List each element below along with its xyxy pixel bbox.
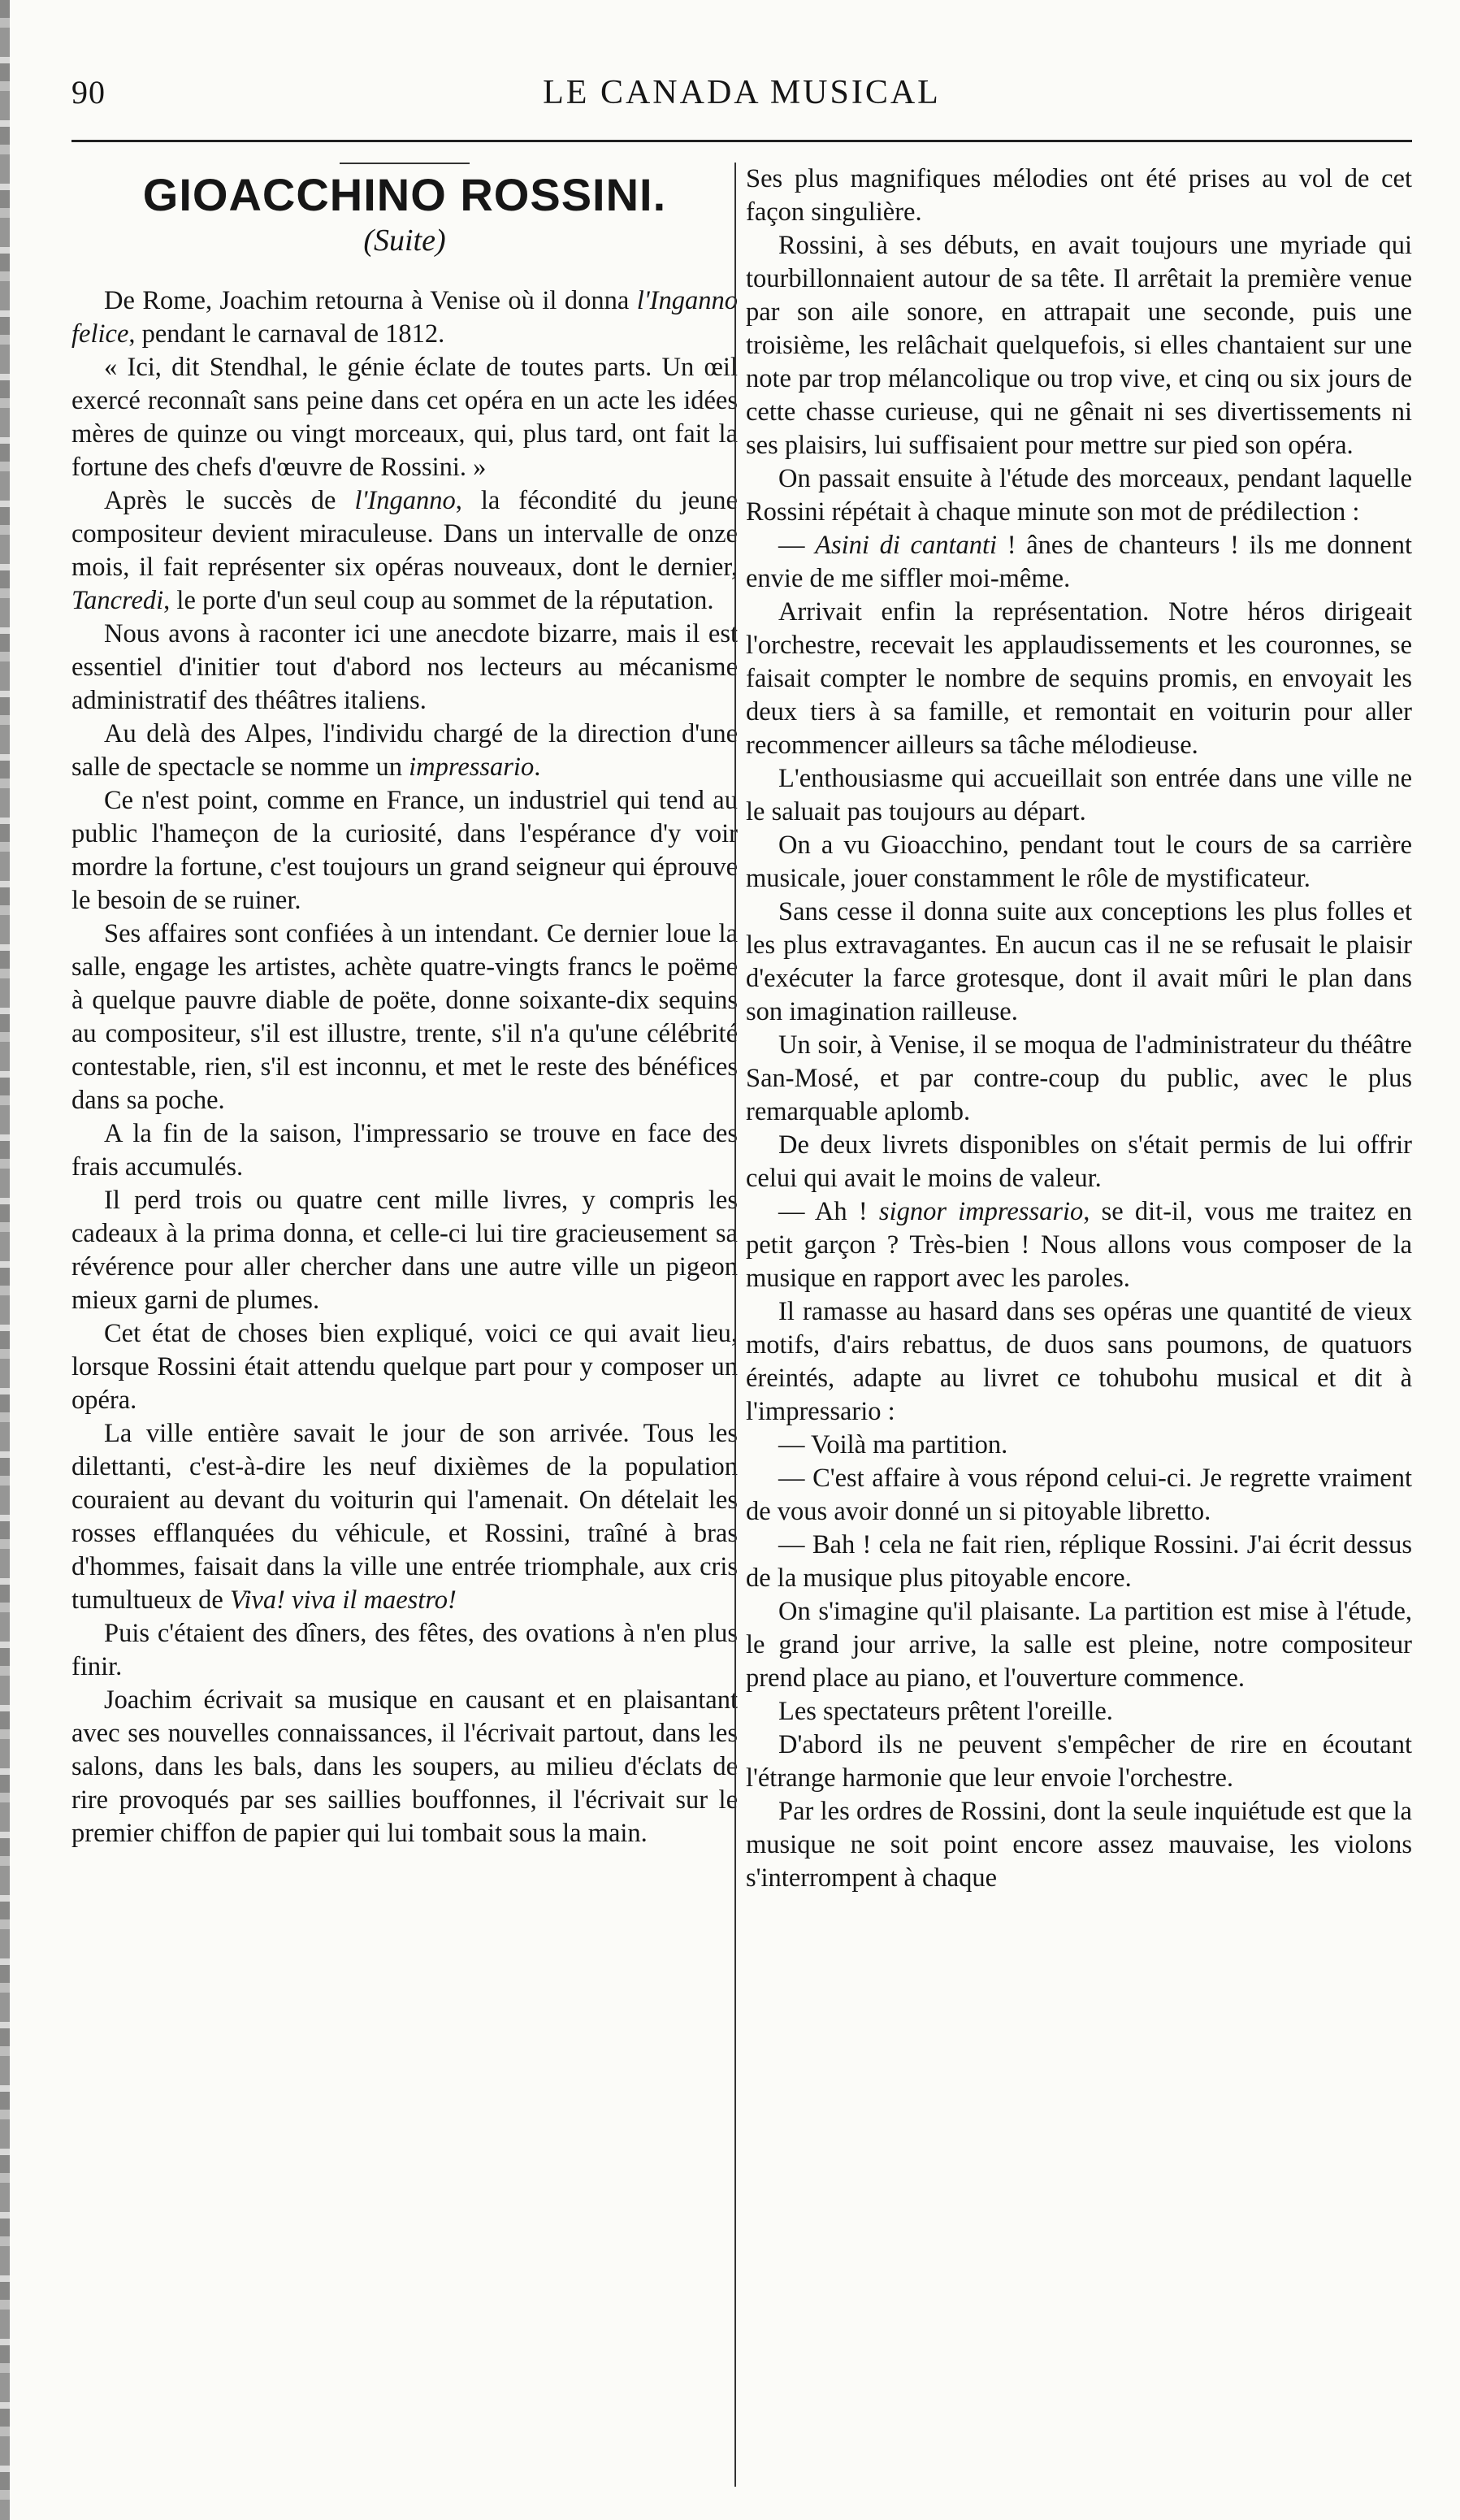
right-column-paragraph — [746, 1462, 1412, 1529]
article-title: GIOACCHINO ROSSINI. — [142, 169, 667, 220]
header-rule — [71, 140, 1412, 142]
right-column-paragraph — [746, 1595, 1412, 1695]
text-run: Joachim écrivait sa musique en causant et en plaisantant avec ses nouvelles connaissances, il l'écrivait partout, dans les salons, dans les bals, dans les soupers, au milieu d'éclats de rire provoqués par ses saillies bouffonnes, il l'écrivait sur le premier chiffon de papier qui lui tombait sous la main. — [71, 1685, 738, 1848]
text-run: De deux livrets disponibles on s'était permis de lui offrir celui qui avait le moins de valeur. — [746, 1130, 1412, 1193]
right-column-paragraph — [746, 1195, 1412, 1295]
text-run: — C'est affaire à vous répond celui-ci. Je regrette vraiment de vous avoir donné un si pitoyable libretto. — [746, 1464, 1412, 1526]
text-run: Il ramasse au hasard dans ses opéras une quantité de vieux motifs, d'airs rebattus, de duos sans poumons, de quatuors éreintés, adapte au livret ce tohubohu musical et dit à l'impressario : — [746, 1297, 1412, 1426]
text-run: l'Inganno felice — [71, 286, 738, 349]
text-run: signor impressario — [878, 1197, 1084, 1226]
left-column — [71, 163, 738, 2487]
text-run: Ce n'est point, comme en France, un industriel qui tend au public l'hameçon de la curiosité, dans l'espérance d'y voir mordre la fortune, c'est toujours un grand seigneur qui éprouve le besoin de se ruiner. — [71, 786, 738, 915]
journal-title: LE CANADA MUSICAL — [543, 74, 941, 111]
text-run: ! ânes de chanteurs ! ils me donnent envie de me siffler moi-même. — [746, 531, 1412, 593]
left-column-paragraph — [71, 784, 738, 917]
right-column-paragraph — [746, 462, 1412, 529]
text-run: , la fécondité du jeune compositeur devient miraculeuse. Dans un intervalle de onze mois, il fait représenter six opéras nouveaux, dont le dernier, — [71, 486, 738, 582]
text-run: D'abord ils ne peuvent s'empêcher de rire en écoutant l'étrange harmonie que leur envoie l'orchestre. — [746, 1730, 1412, 1793]
right-column-paragraph — [746, 529, 1412, 596]
right-column — [746, 163, 1412, 2487]
text-run: — Voilà ma partition. — [778, 1430, 1008, 1460]
left-column-paragraph — [71, 1184, 738, 1317]
left-column-paragraph — [71, 917, 738, 1117]
page-header — [71, 73, 1412, 122]
text-run: — Bah ! cela ne fait rien, réplique Rossini. J'ai écrit dessus de la musique plus pitoyable encore. — [746, 1530, 1412, 1593]
text-run: Ses affaires sont confiées à un intendant. Ce dernier loue la salle, engage les artistes, achète quatre-vingts francs le poëme à quelque pauvre diable de poëte, donne soixante-dix sequins au compositeur, s'il est illustre, trente, s'il n'a qu'une célébrité contestable, rien, s'il est inconnu, et met le reste des bénéfices dans sa poche. — [71, 919, 738, 1115]
text-run: « Ici, dit Stendhal, le génie éclate de toutes parts. Un œil exercé reconnaît sans peine dans cet opéra en un acte les idées mères de quinze ou vingt morceaux, qui, plus tard, ont fait la fortune des chefs d'œuvre de Rossini. » — [71, 353, 738, 482]
left-column-paragraph — [71, 284, 738, 351]
text-run: impressario — [409, 753, 535, 782]
text-run: On a vu Gioacchino, pendant tout le cours de sa carrière musicale, jouer constamment le rôle de mystificateur. — [746, 831, 1412, 893]
right-column-paragraph — [746, 596, 1412, 762]
text-run: Puis c'étaient des dîners, des fêtes, des ovations à n'en plus finir. — [71, 1619, 738, 1681]
article-subtitle: (Suite) — [363, 223, 446, 258]
right-column-paragraph — [746, 1728, 1412, 1795]
right-column-paragraph — [746, 829, 1412, 896]
text-run: Au delà des Alpes, l'individu chargé de la direction d'une salle de spectacle se nomme un — [71, 719, 738, 782]
right-column-paragraph — [746, 1695, 1412, 1728]
right-column-paragraph — [746, 896, 1412, 1029]
text-run: l'Inganno — [354, 486, 456, 515]
text-run: , pendant le carnaval de 1812. — [128, 319, 445, 349]
text-run: Sans cesse il donna suite aux conceptions les plus folles et les plus extravagantes. En aucun cas il ne se refusait le plaisir d'exécuter la farce grotesque, dont il avait mûri le plan dans son imagination railleuse. — [746, 897, 1412, 1026]
right-column-paragraph — [746, 1295, 1412, 1429]
text-run: La ville entière savait le jour de son arrivée. Tous les dilettanti, c'est-à-dire les neuf dixièmes de la population couraient au devant du voiturin qui l'amenait. On dételait les rosses efflanquées du véhicule, et Rossini, traîné à bras d'hommes, faisait dans la ville une entrée triomphale, aux cris tumultueux de — [71, 1419, 738, 1615]
text-run: L'enthousiasme qui accueillait son entrée dans une ville ne le saluait pas toujours au départ. — [746, 764, 1412, 826]
left-column-paragraph — [71, 484, 738, 618]
text-run: On s'imagine qu'il plaisante. La partition est mise à l'étude, le grand jour arrive, la salle est pleine, notre compositeur prend place au piano, et l'ouverture commence. — [746, 1597, 1412, 1693]
right-column-paragraph — [746, 163, 1412, 229]
left-column-paragraph — [71, 718, 738, 784]
left-column-paragraph — [71, 1417, 738, 1617]
right-column-paragraph — [746, 229, 1412, 462]
column-divider — [734, 163, 736, 2487]
text-run: Arrivait enfin la représentation. Notre héros dirigeait l'orchestre, recevait les applaudissements et les couronnes, se faisait compter le nombre de sequins promis, en envoyait les deux tiers à sa famille, et remontait en voiturin pour aller recommencer ailleurs sa tâche mélodieuse. — [746, 597, 1412, 760]
text-run: Les spectateurs prêtent l'oreille. — [778, 1697, 1113, 1726]
left-column-paragraph — [71, 1684, 738, 1850]
left-column-paragraph — [71, 1117, 738, 1184]
text-run: De Rome, Joachim retourna à Venise où il donna — [104, 286, 637, 315]
text-run: . — [534, 753, 541, 782]
left-column-paragraph — [71, 1317, 738, 1417]
right-column-paragraph — [746, 762, 1412, 829]
left-column-paragraph — [71, 618, 738, 718]
left-column-paragraph — [71, 1617, 738, 1684]
binding-edge — [0, 0, 10, 2520]
title-rule — [340, 163, 470, 164]
text-run: Tancredi — [71, 586, 164, 615]
text-run: Rossini, à ses débuts, en avait toujours une myriade qui tourbillonnaient autour de sa tête. Il arrêtait la première venue par son aile sonore, en attrapait une seconde, puis une troisième, les relâchait quelquefois, si elles chantaient sur une note par trop mélancolique ou trop vive, et cinq ou six jours de cette chasse curieuse, qui ne gênait ni ses divertissements ni ses plaisirs, lui suffisaient pour mettre sur pied son opéra. — [746, 231, 1412, 460]
text-run: Nous avons à raconter ici une anecdote bizarre, mais il est essentiel d'initier tout d'abord nos lecteurs au mécanisme administratif des théâtres italiens. — [71, 619, 738, 715]
text-run: — Ah ! — [778, 1197, 879, 1226]
text-run: Cet état de choses bien expliqué, voici ce qui avait lieu, lorsque Rossini était attendu quelque part pour y composer un opéra. — [71, 1319, 738, 1415]
text-run: Un soir, à Venise, il se moqua de l'administrateur du théâtre San-Mosé, et par contre-coup du public, avec le plus remarquable aplomb. — [746, 1030, 1412, 1126]
text-run: Ses plus magnifiques mélodies ont été prises au vol de cet façon singulière. — [746, 164, 1412, 227]
right-column-paragraph — [746, 1795, 1412, 1895]
right-column-paragraph — [746, 1129, 1412, 1195]
text-run: Après le succès de — [104, 486, 355, 515]
right-column-paragraph — [746, 1429, 1412, 1462]
text-run: Viva! viva il maestro! — [229, 1585, 457, 1615]
text-run: Asini di cantanti — [815, 531, 998, 560]
text-run: Par les ordres de Rossini, dont la seule inquiétude est que la musique ne soit point encore assez mauvaise, les violons s'interrompent à chaque — [746, 1797, 1412, 1893]
text-run: Il perd trois ou quatre cent mille livres, y compris les cadeaux à la prima donna, et celle-ci lui tire gracieusement sa révérence pour aller chercher dans une autre ville un pigeon mieux garni de plumes. — [71, 1186, 738, 1315]
text-run: , se dit-il, vous me traitez en petit garçon ? Très-bien ! Nous allons vous composer de la musique en rapport avec les paroles. — [746, 1197, 1412, 1293]
text-run: — — [778, 531, 816, 560]
right-column-paragraph — [746, 1029, 1412, 1129]
text-run: , le porte d'un seul coup au sommet de la réputation. — [163, 586, 714, 615]
right-column-paragraph — [746, 1529, 1412, 1595]
text-run: A la fin de la saison, l'impressario se trouve en face des frais accumulés. — [71, 1119, 738, 1182]
page-number: 90 — [71, 74, 106, 111]
left-column-paragraph — [71, 351, 738, 484]
text-run: On passait ensuite à l'étude des morceaux, pendant laquelle Rossini répétait à chaque minute son mot de prédilection : — [746, 464, 1412, 527]
